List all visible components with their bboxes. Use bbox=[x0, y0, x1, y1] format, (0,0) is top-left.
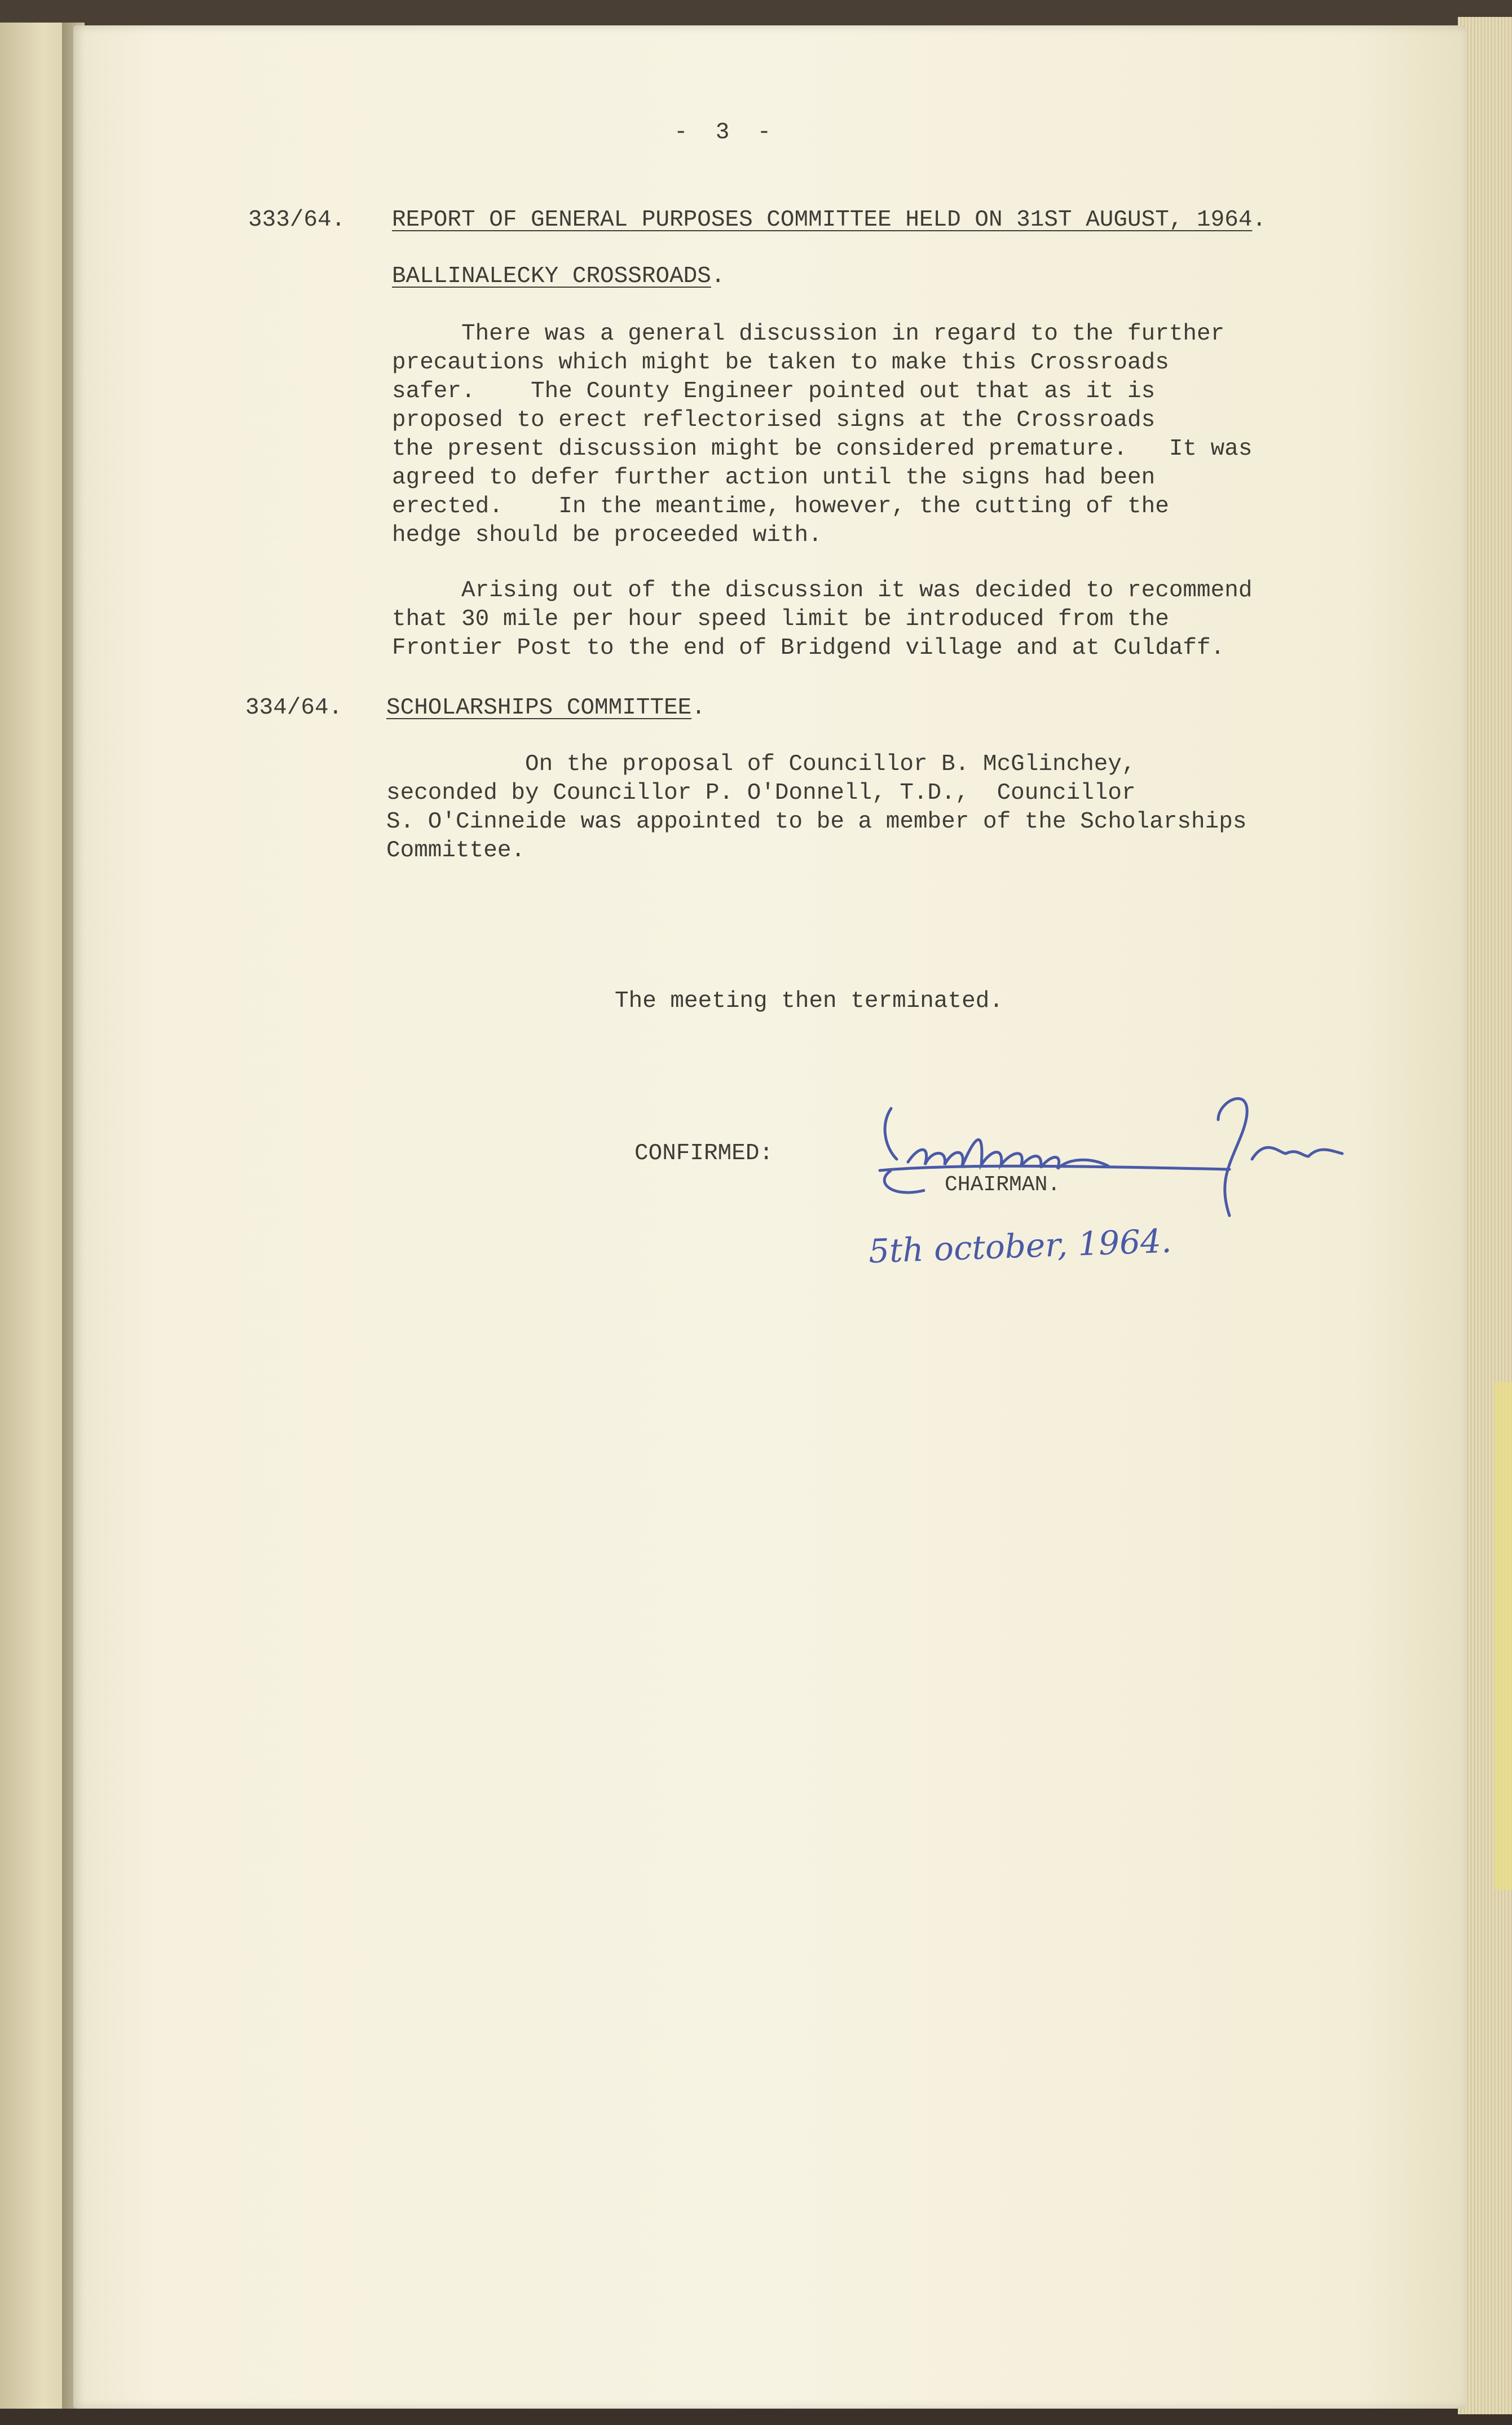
text-line: On the proposal of Councillor B. McGlinchey, bbox=[386, 751, 1136, 777]
document-page bbox=[73, 25, 1466, 2409]
text-line: seconded by Councillor P. O'Donnell, T.D., Councillor bbox=[386, 780, 1136, 806]
minute-334-heading bbox=[386, 694, 706, 723]
minute-334-heading-text: SCHOLARSHIPS COMMITTEE bbox=[386, 695, 692, 721]
text-line: that 30 mile per hour speed limit be introduced from the bbox=[392, 606, 1169, 632]
chairman-signature bbox=[857, 1086, 1387, 1227]
handwritten-date: 5th october, 1964. bbox=[867, 1221, 1172, 1271]
text-line: the present discussion might be considered premature. It was bbox=[392, 436, 1253, 462]
text-line: precautions which might be taken to make this Crossroads bbox=[392, 350, 1169, 376]
text-line: hedge should be proceeded with. bbox=[392, 522, 822, 548]
text-line: safer. The County Engineer pointed out that as it is bbox=[392, 379, 1156, 404]
text-line: erected. In the meantime, however, the cutting of the bbox=[392, 494, 1169, 520]
minute-333-subheading bbox=[392, 262, 725, 291]
text-line: S. O'Cinneide was appointed to be a member of the Scholarships bbox=[386, 809, 1247, 835]
text-line: proposed to erect reflectorised signs at the Crossroads bbox=[392, 407, 1156, 433]
confirmed-label: CONFIRMED: bbox=[634, 1141, 774, 1167]
subheading-end: . bbox=[711, 263, 725, 289]
chairman-label: CHAIRMAN. bbox=[945, 1173, 1061, 1197]
minute-number-333: 333/64. bbox=[248, 207, 346, 233]
page-number: - 3 - bbox=[674, 120, 772, 146]
minute-number-334: 334/64. bbox=[245, 695, 343, 721]
minute-333-heading bbox=[392, 206, 1266, 235]
minute-334-heading-end: . bbox=[691, 695, 706, 721]
closing-line: The meeting then terminated. bbox=[615, 988, 1003, 1014]
minute-333-heading-end: . bbox=[1252, 207, 1267, 233]
text-line: Committee. bbox=[386, 838, 526, 864]
text-line: There was a general discussion in regard to the further bbox=[392, 321, 1225, 347]
page-edge-tab bbox=[1495, 1382, 1512, 1890]
text-line: agreed to defer further action until the signs had been bbox=[392, 465, 1156, 491]
subheading-text: BALLINALECKY CROSSROADS bbox=[392, 263, 711, 289]
text-line: Frontier Post to the end of Bridgend village and at Culdaff. bbox=[392, 635, 1225, 661]
minute-333-heading-text: REPORT OF GENERAL PURPOSES COMMITTEE HELD ON 31ST AUGUST, 1964 bbox=[392, 207, 1253, 233]
text-line: Arising out of the discussion it was decided to recommend bbox=[392, 578, 1253, 604]
